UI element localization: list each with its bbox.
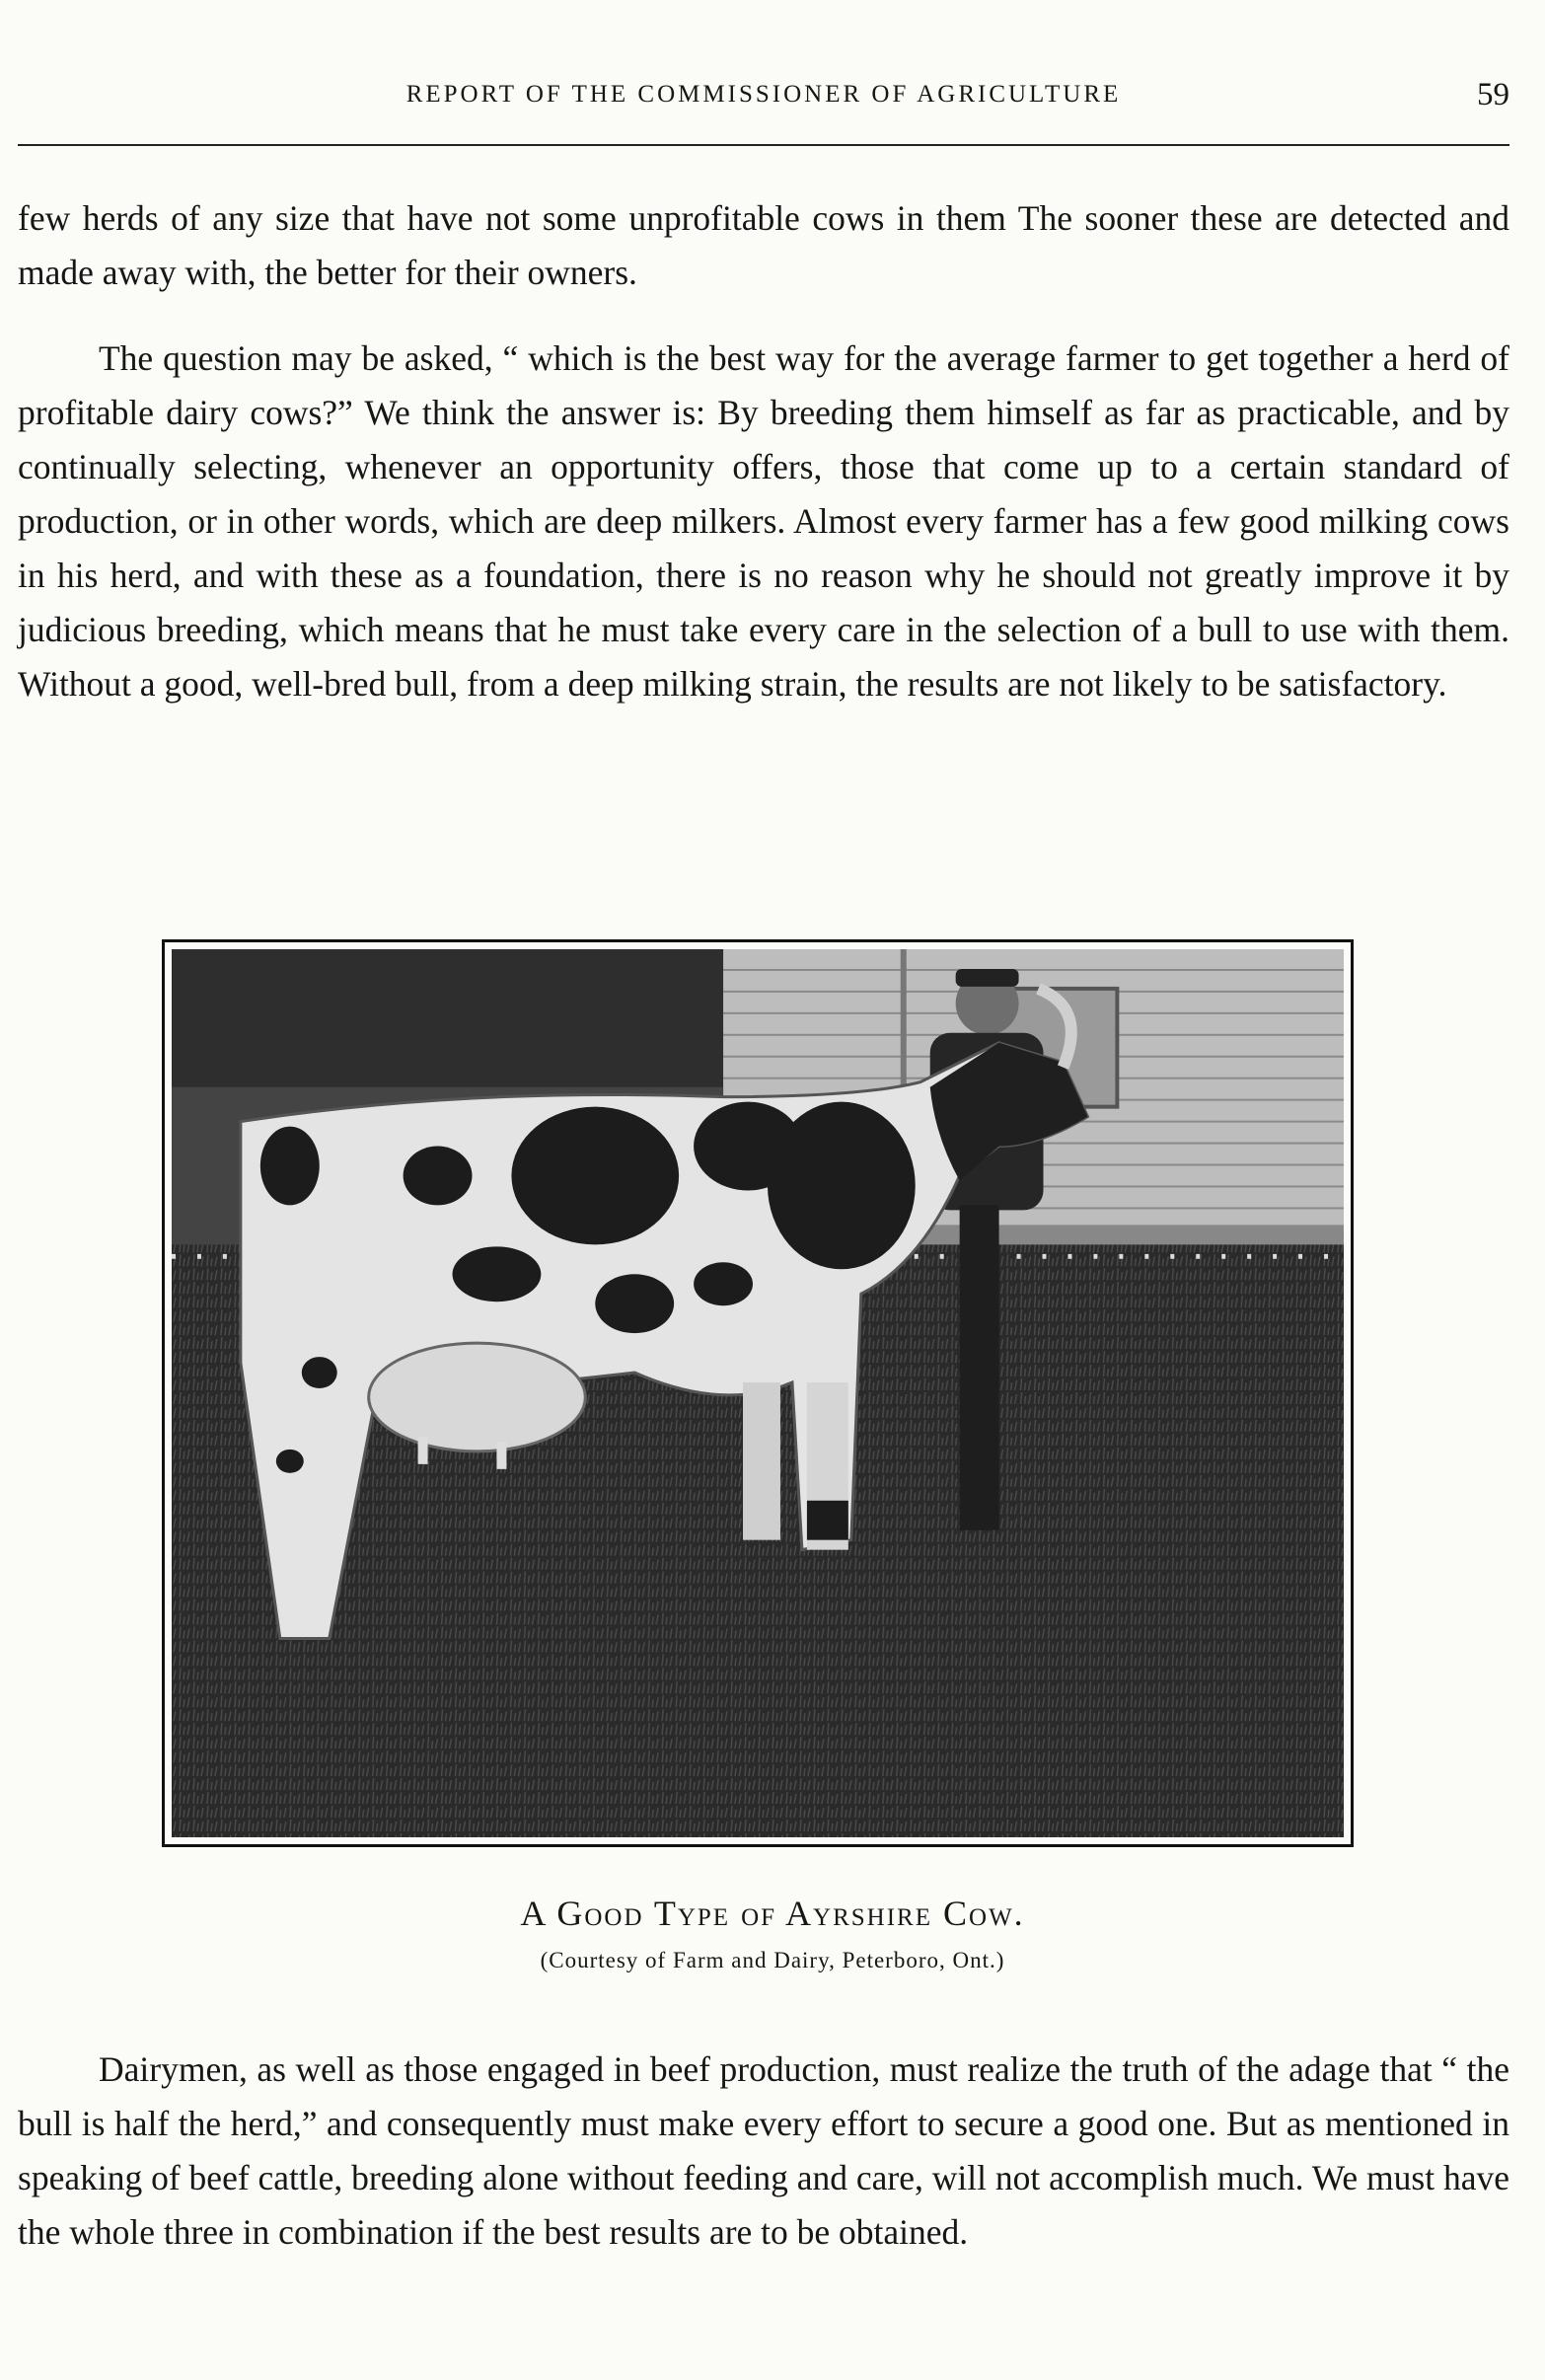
page-number: 59 [1477,77,1509,112]
header-rule [18,144,1509,146]
paragraph-3: Dairymen, as well as those engaged in beef production, must realize the truth of the adage that “ the bull is half the herd,” and consequently must make every effort to secure a good one. But as mentioned in speaking of beef cattle, breeding alone without feeding and care, will not accomplish much. We must have the whole three in combination if the best results are to be obtained. [18,2049,1509,2252]
ayrshire-cow-photo [172,949,1344,1837]
cow-photograph [162,939,1354,1847]
paragraph-1: few herds of any size that have not some unprofitable cows in them The sooner these are detected and made away with, the better for their owners. [18,198,1509,292]
page-header [18,77,1509,134]
paragraph-2: The question may be asked, “ which is the best way for the average farmer to get together a herd of profitable dairy cows?” We think the answer is: By breeding them himself as far as practicable, and by continually selecting, whenever an opportunity offers, those that come up to a certain standard of production, or in other words, which are deep milkers. Almost every farmer has a few good milking cows in his herd, and with these as a foundation, there is no reason why he should not greatly improve it by judicious breeding, which means that he must take every care in the selection of a bull to use with them. Without a good, well-bred bull, from a deep milking strain, the results are not likely to be satisfactory. [18,338,1509,704]
figure-credit: (Courtesy of Farm and Dairy, Peterboro, Ont.) [540,1948,1005,1972]
running-title: REPORT OF THE COMMISSIONER OF AGRICULTURE [405,81,1122,108]
figure-caption: A Good Type of Ayrshire Cow. [520,1894,1025,1933]
